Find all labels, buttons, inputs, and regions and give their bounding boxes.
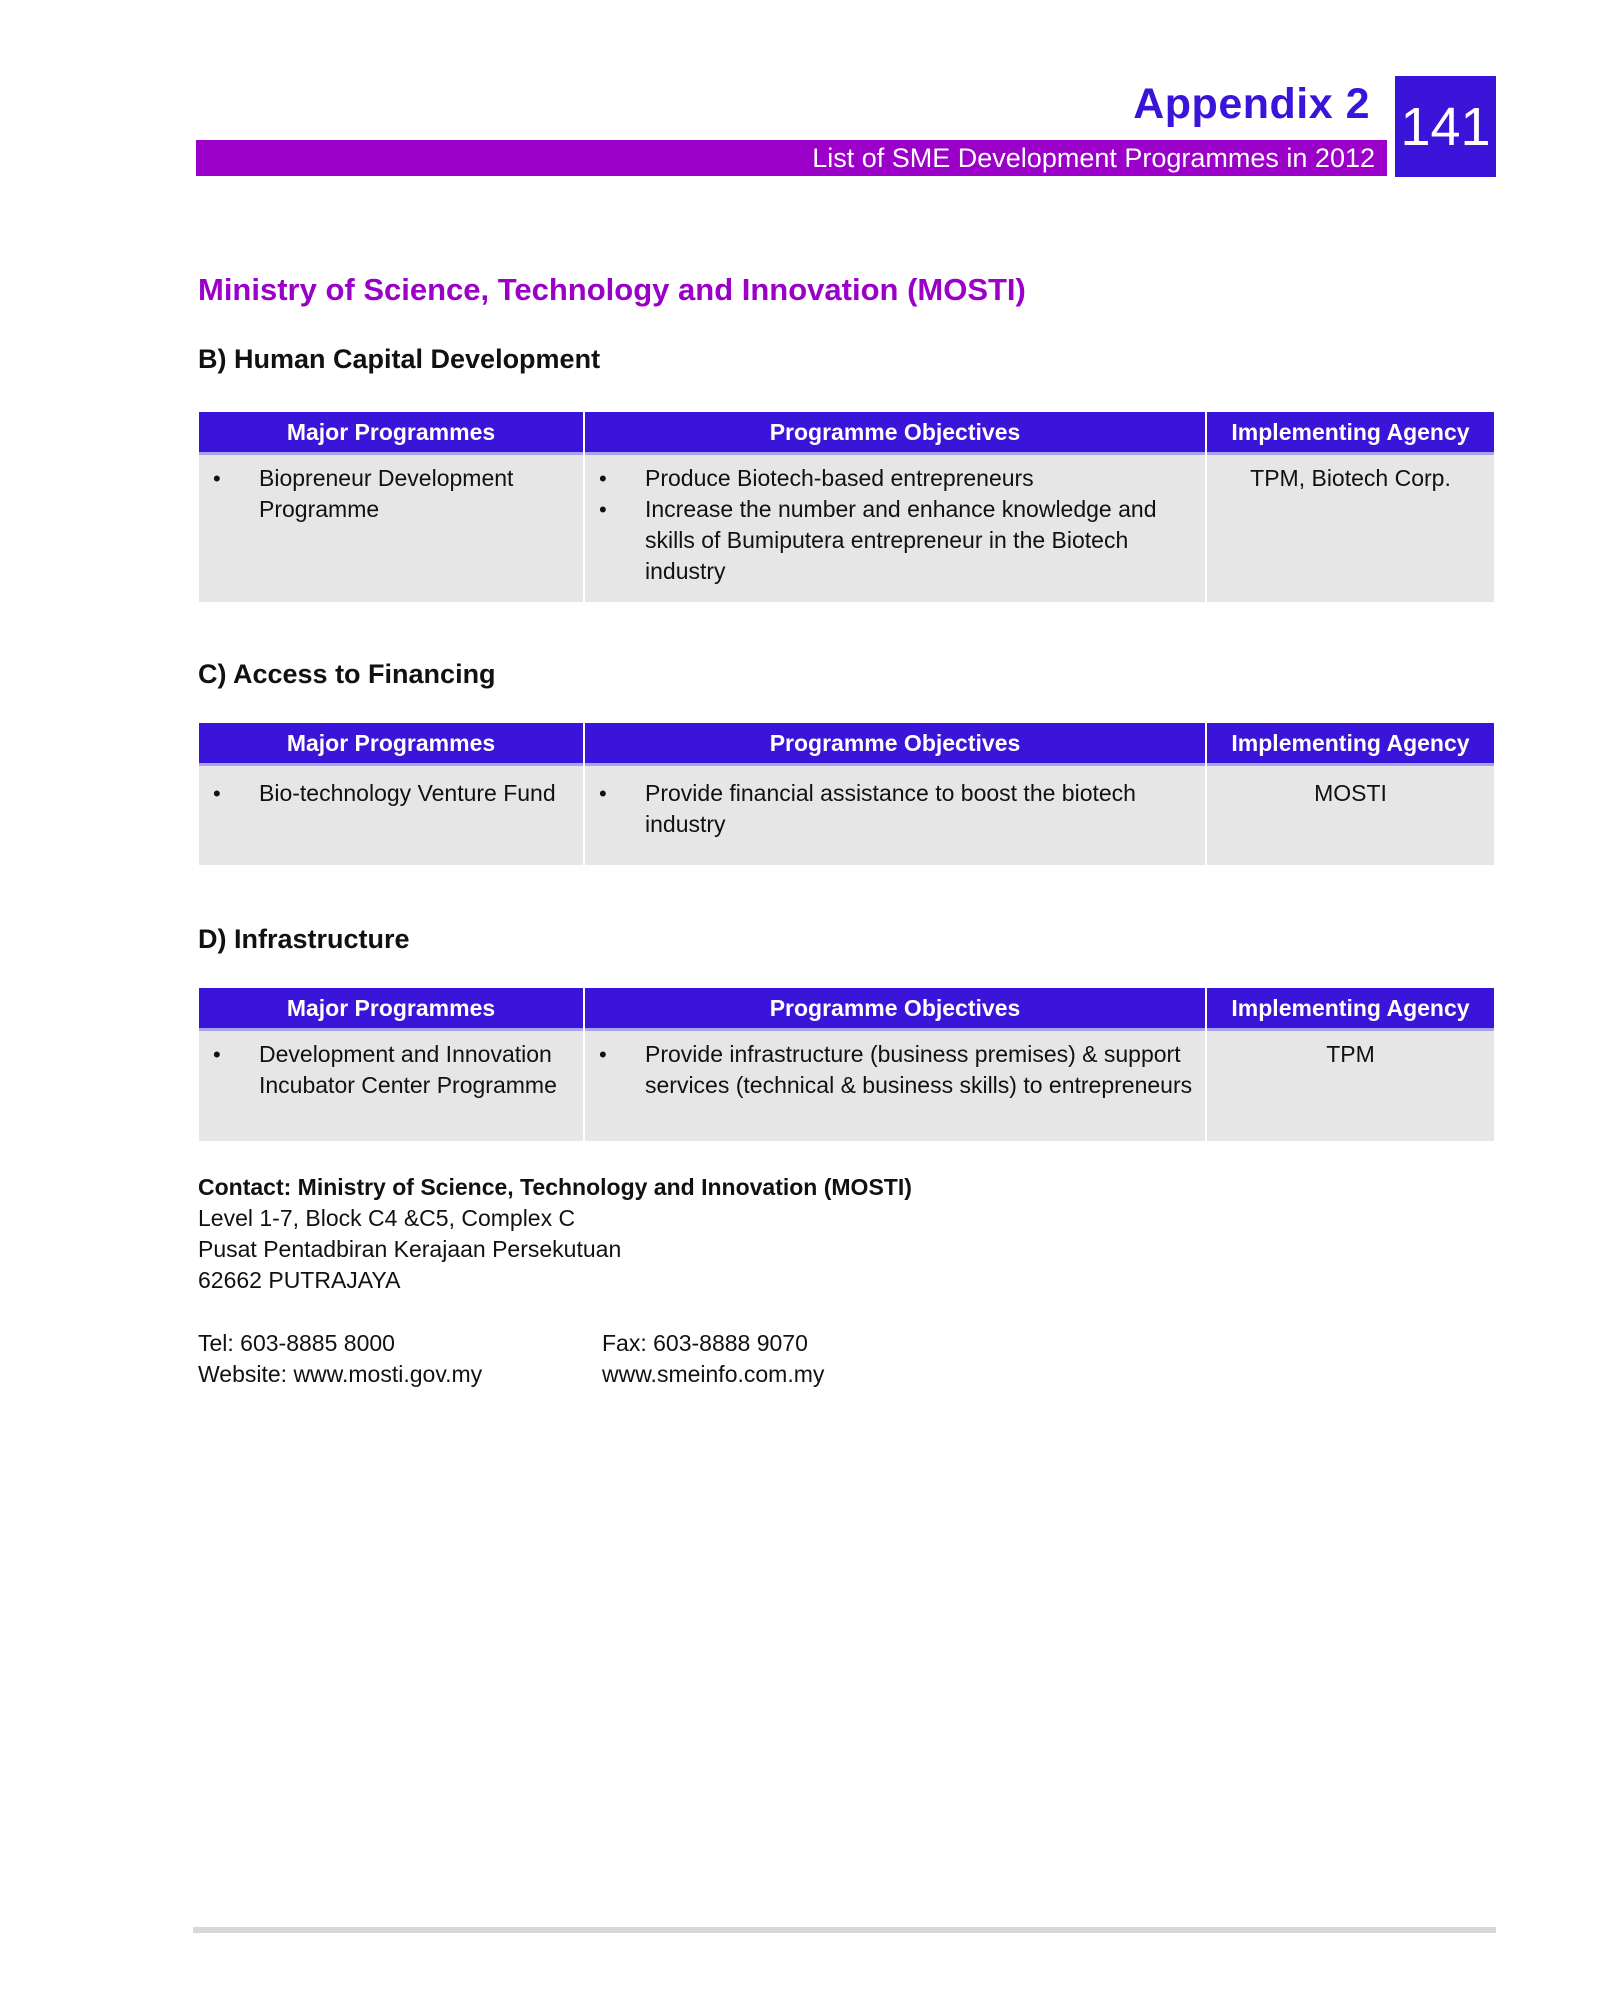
- contact-label: Contact: Ministry of Science, Technology and Innovation (MOSTI): [198, 1174, 912, 1200]
- header-programme-objectives: Programme Objectives: [585, 412, 1205, 455]
- bullet: •: [599, 466, 607, 491]
- objective-text: Produce Biotech-based entrepreneurs: [645, 465, 1034, 491]
- programme-cell: [199, 1031, 583, 1141]
- bullet: •: [599, 1042, 607, 1067]
- header-bar: [196, 140, 1387, 176]
- table-header-row: [199, 988, 1494, 1031]
- bullet: •: [599, 497, 607, 522]
- ministry-heading: Ministry of Science, Technology and Innovation (MOSTI): [198, 272, 1026, 307]
- contact-phone-block: [198, 1328, 482, 1390]
- objectives-cell: [585, 455, 1205, 602]
- table-row: [199, 455, 1494, 602]
- contact-fax-block: [602, 1328, 824, 1390]
- objective-text: Provide financial assistance to boost the biotech industry: [645, 780, 1136, 837]
- programme-cell: [199, 455, 583, 602]
- contact-block: [198, 1172, 912, 1296]
- objective-text: Increase the number and enhance knowledge and skills of Bumiputera entrepreneur in the Biotech industry: [645, 496, 1157, 584]
- table-row: [199, 766, 1494, 865]
- header-major-programmes: Major Programmes: [199, 412, 583, 455]
- header-implementing-agency: Implementing Agency: [1207, 412, 1494, 455]
- programme-table-financing: [197, 723, 1496, 865]
- agency-cell: TPM, Biotech Corp.: [1207, 455, 1494, 602]
- contact-fax: Fax: 603-8888 9070: [602, 1330, 808, 1356]
- list-item: [213, 463, 573, 525]
- section-heading-human-capital: B) Human Capital Development: [198, 344, 601, 374]
- section-heading-financing: C) Access to Financing: [198, 659, 496, 689]
- bullet: •: [599, 781, 607, 806]
- bullet: •: [213, 781, 221, 806]
- bullet: •: [213, 1042, 221, 1067]
- programme-table-human-capital: [197, 412, 1496, 602]
- header-implementing-agency: Implementing Agency: [1207, 988, 1494, 1031]
- list-item: [599, 463, 1195, 494]
- contact-smeinfo-website[interactable]: www.smeinfo.com.my: [602, 1361, 825, 1387]
- header-subtitle: List of SME Development Programmes in 2012: [812, 143, 1375, 173]
- bullet: •: [213, 466, 221, 491]
- page-number: 141: [1395, 76, 1496, 177]
- table-header-row: [199, 723, 1494, 766]
- section-heading-infrastructure: D) Infrastructure: [198, 924, 410, 954]
- contact-address-line-2: Pusat Pentadbiran Kerajaan Persekutuan: [198, 1236, 622, 1262]
- programme-table-infrastructure: [197, 988, 1496, 1141]
- table-header-row: [199, 412, 1494, 455]
- contact-tel: Tel: 603-8885 8000: [198, 1330, 395, 1356]
- contact-address-line-3: 62662 PUTRAJAYA: [198, 1267, 401, 1293]
- header-major-programmes: Major Programmes: [199, 723, 583, 766]
- appendix-title: Appendix 2: [1133, 80, 1370, 128]
- list-item: [599, 1039, 1195, 1101]
- objectives-cell: [585, 1031, 1205, 1141]
- programme-cell: [199, 766, 583, 865]
- header-implementing-agency: Implementing Agency: [1207, 723, 1494, 766]
- agency-cell: MOSTI: [1207, 766, 1494, 865]
- objectives-cell: [585, 766, 1205, 865]
- header-programme-objectives: Programme Objectives: [585, 723, 1205, 766]
- list-item: [213, 1039, 573, 1101]
- programme-name: Development and Innovation Incubator Center Programme: [259, 1041, 557, 1098]
- contact-address-line-1: Level 1-7, Block C4 &C5, Complex C: [198, 1205, 576, 1231]
- header-programme-objectives: Programme Objectives: [585, 988, 1205, 1031]
- programme-name: Biopreneur Development Programme: [259, 465, 514, 522]
- list-item: [213, 778, 573, 809]
- table-row: [199, 1031, 1494, 1141]
- list-item: [599, 494, 1195, 587]
- list-item: [599, 778, 1195, 840]
- header-major-programmes: Major Programmes: [199, 988, 583, 1031]
- objective-text: Provide infrastructure (business premises) & support services (technical & business skills) to entrepreneurs: [645, 1041, 1193, 1098]
- programme-name: Bio-technology Venture Fund: [259, 780, 556, 806]
- footer-divider: [193, 1927, 1496, 1933]
- contact-website[interactable]: Website: www.mosti.gov.my: [198, 1361, 483, 1387]
- agency-cell: TPM: [1207, 1031, 1494, 1141]
